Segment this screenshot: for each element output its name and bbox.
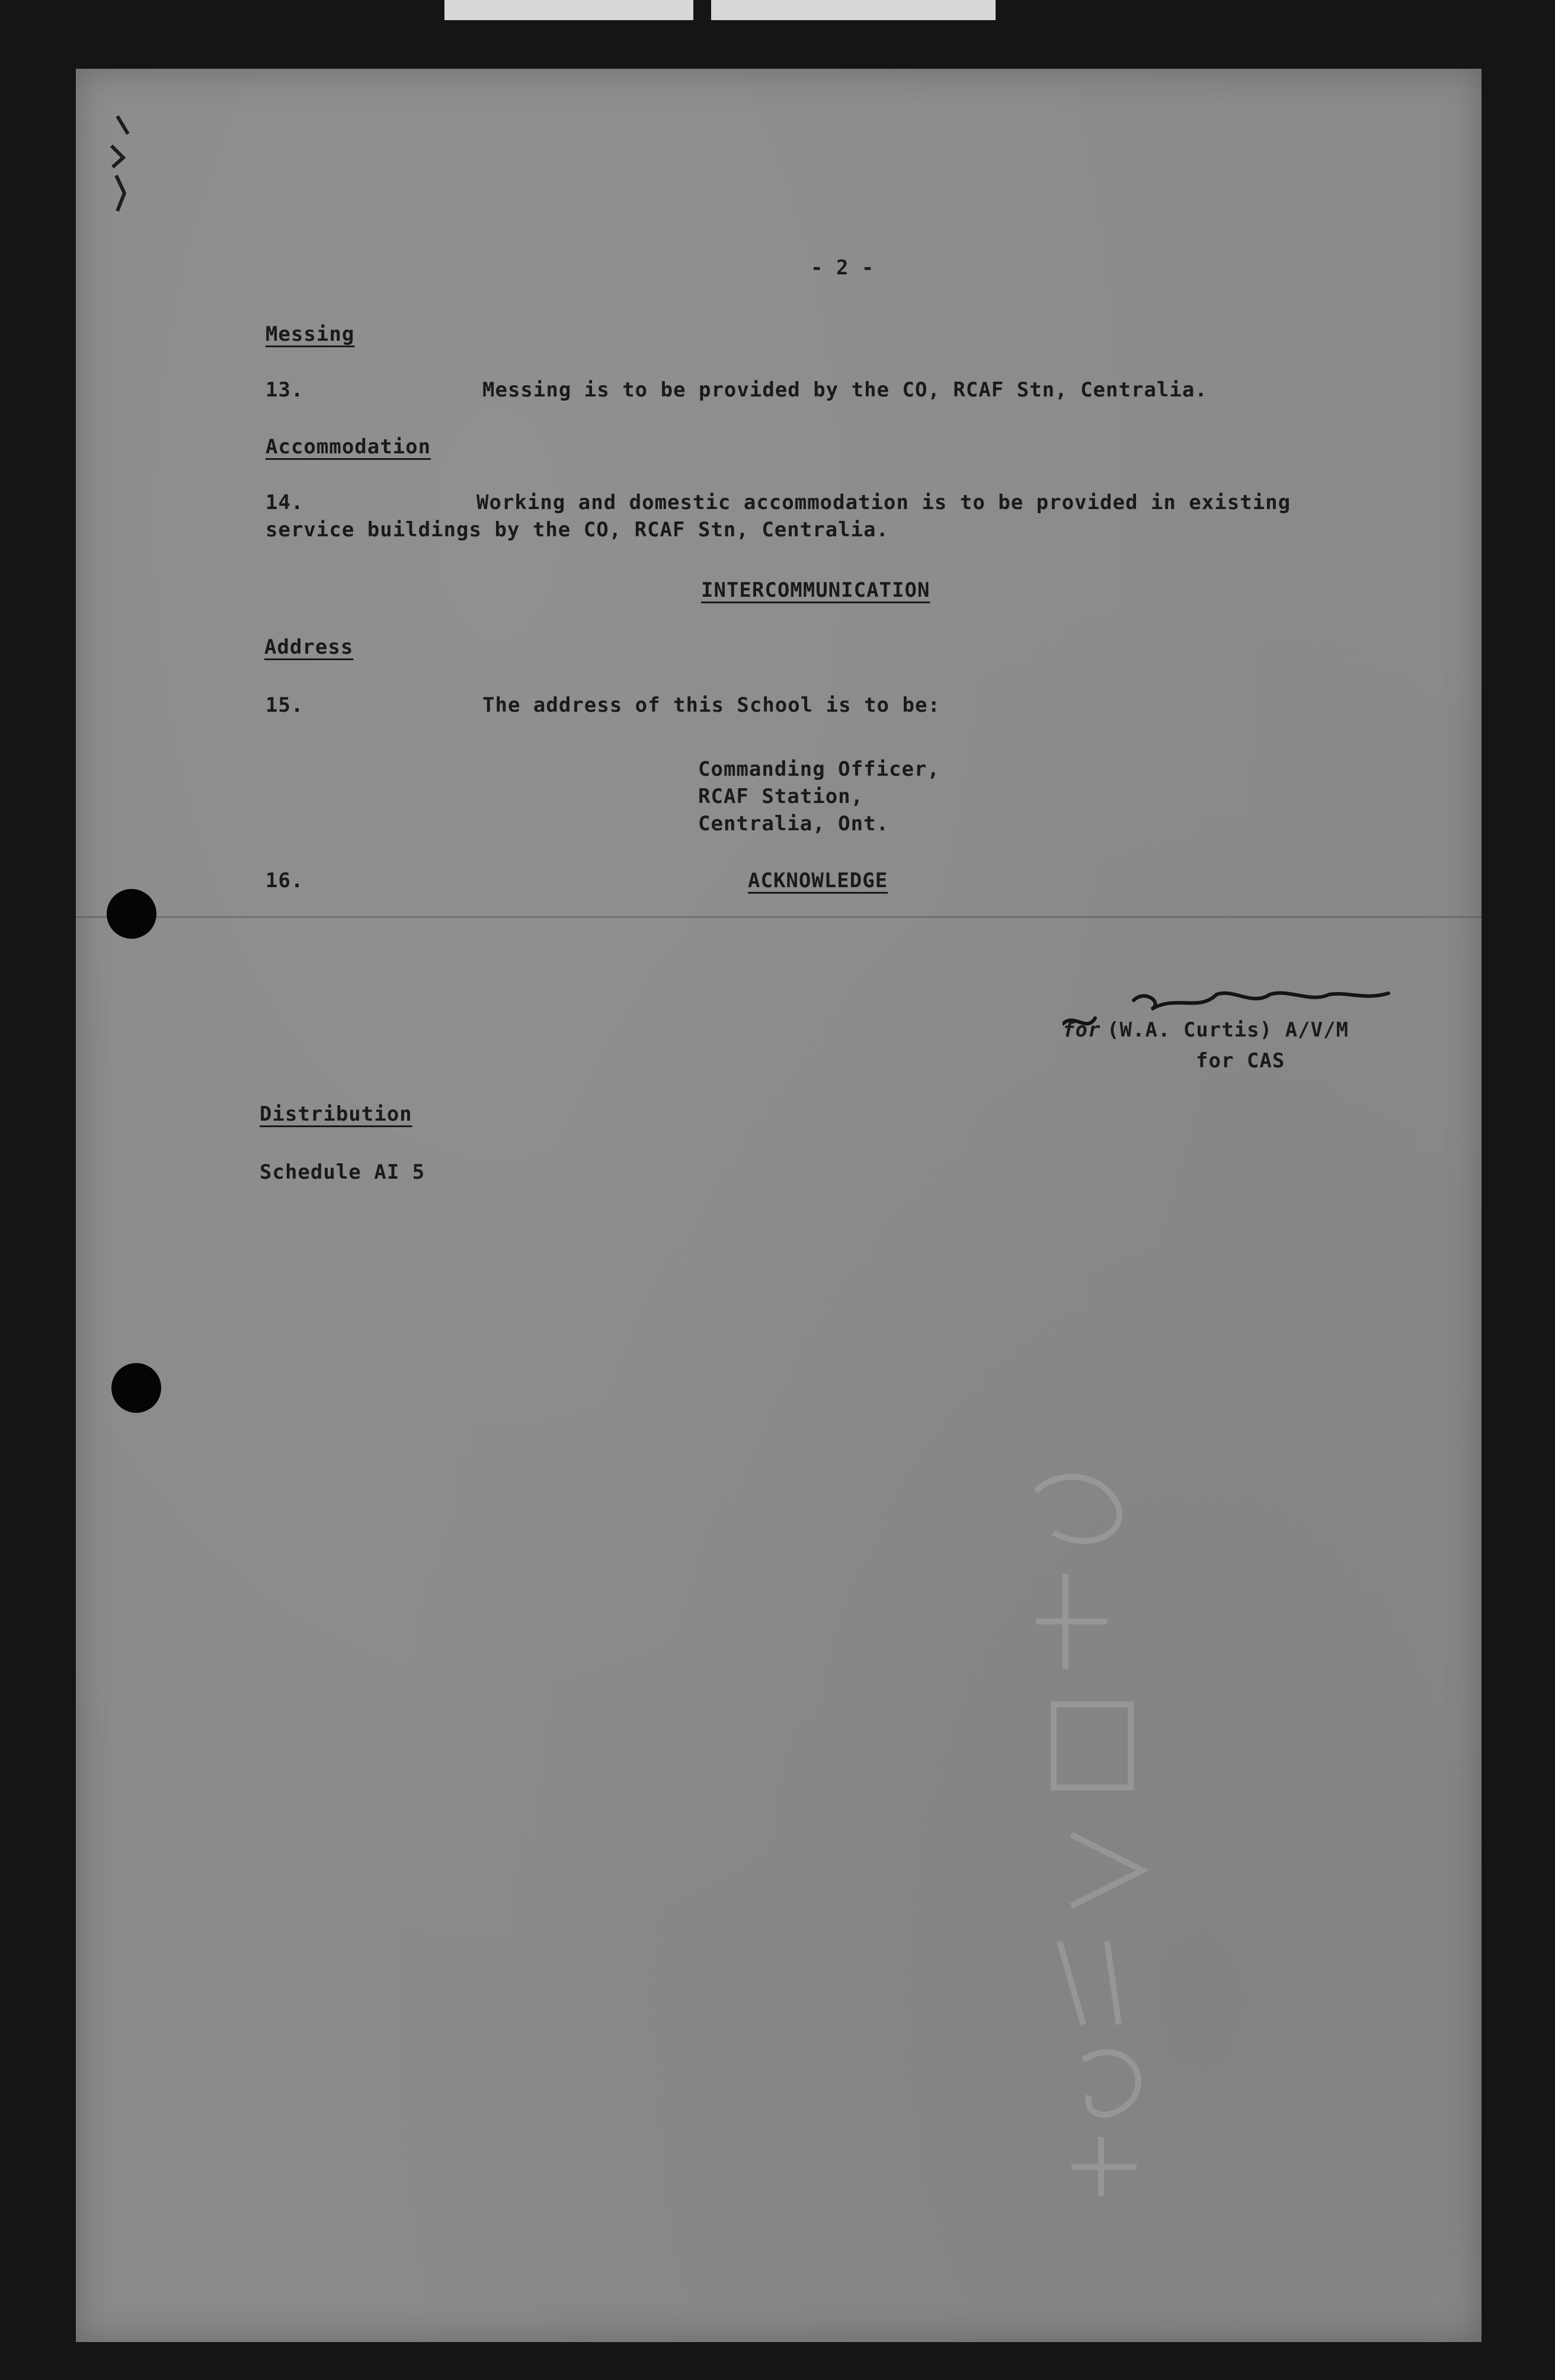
para-13-text: Messing is to be provided by the CO, RCAF Stn, Centralia.	[482, 378, 1208, 402]
acknowledge-heading: ACKNOWLEDGE	[748, 869, 888, 892]
address-heading: Address	[264, 635, 354, 659]
punch-hole-upper	[107, 889, 156, 939]
signature-prefix: for	[1063, 1018, 1101, 1042]
corner-handwriting-mark	[100, 110, 135, 229]
para-14-text-line1: Working and domestic accommodation is to be provided in existing	[476, 491, 1291, 514]
page-number: - 2 -	[811, 256, 875, 280]
embossed-stamp-mark	[965, 1455, 1261, 2202]
para-14-number: 14.	[265, 491, 304, 514]
address-line-1: Commanding Officer,	[698, 757, 940, 781]
document-page	[76, 69, 1482, 2342]
accommodation-heading: Accommodation	[265, 435, 431, 459]
distribution-heading: Distribution	[260, 1102, 412, 1126]
distribution-schedule: Schedule AI 5	[260, 1160, 425, 1184]
para-16-number: 16.	[265, 869, 304, 892]
intercommunication-heading: INTERCOMMUNICATION	[701, 578, 930, 602]
messing-heading: Messing	[265, 322, 355, 346]
signatory-for-line: for CAS	[1196, 1049, 1285, 1073]
para-15-intro: The address of this School is to be:	[482, 693, 940, 717]
fold-line	[76, 916, 1482, 918]
address-line-2: RCAF Station,	[698, 785, 864, 808]
punch-hole-lower	[111, 1363, 161, 1413]
address-line-3: Centralia, Ont.	[698, 812, 890, 836]
para-15-number: 15.	[265, 693, 304, 717]
para-14-text-line2: service buildings by the CO, RCAF Stn, Centralia.	[265, 518, 890, 542]
para-13-number: 13.	[265, 378, 304, 402]
signatory-name: (W.A. Curtis) A/V/M	[1107, 1018, 1349, 1042]
top-tab-left	[444, 0, 693, 20]
top-tab-right	[711, 0, 996, 20]
